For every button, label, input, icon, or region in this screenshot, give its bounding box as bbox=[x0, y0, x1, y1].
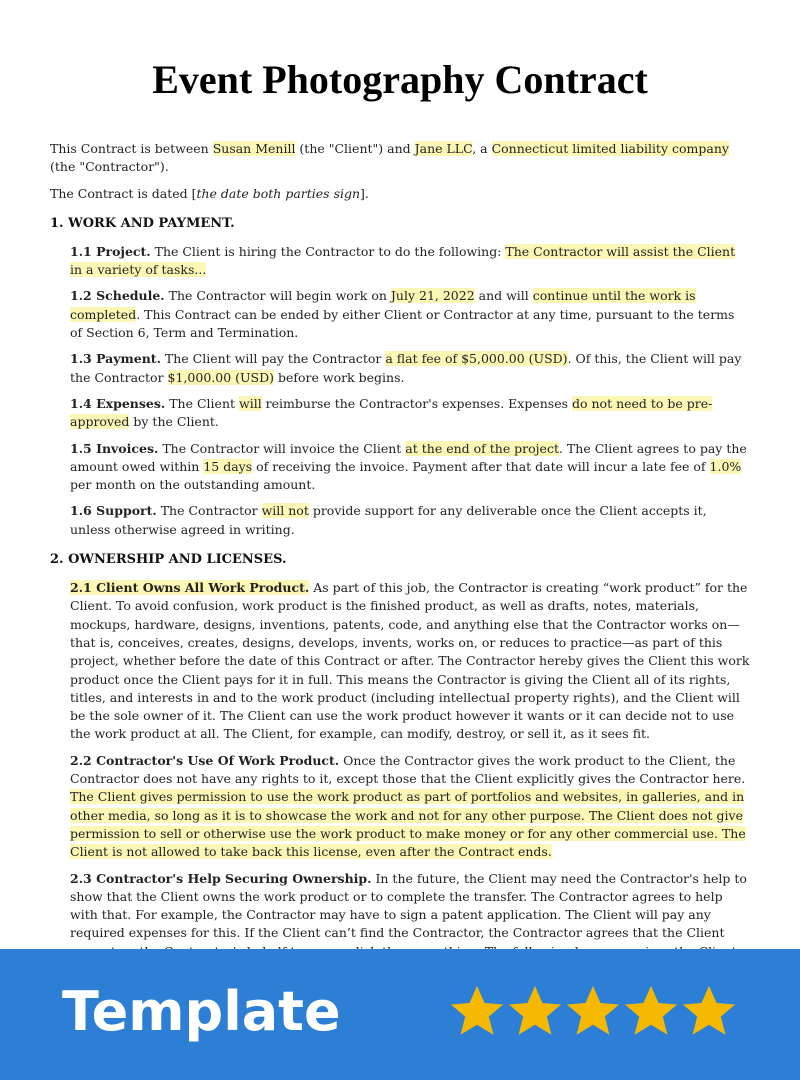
section-heading-work-payment: 1. WORK AND PAYMENT. bbox=[50, 215, 235, 231]
client-name: Susan Menill bbox=[212, 141, 296, 156]
star-rating bbox=[448, 983, 738, 1043]
template-banner bbox=[0, 949, 800, 1080]
clause-label: 1.4 Expenses. bbox=[70, 395, 166, 411]
star-icon bbox=[448, 983, 506, 1041]
contractor-name: Jane LLC bbox=[414, 141, 473, 156]
clause-2-1 bbox=[50, 579, 750, 744]
start-date: July 21, 2022 bbox=[390, 288, 475, 304]
text: . Of this, the Client will pay the Contractor bbox=[70, 351, 742, 385]
reimburse-choice: will bbox=[239, 395, 262, 411]
clause-1-6 bbox=[50, 502, 750, 539]
text: In the future, the Client may need the Contractor's help to show that the Client owns the work product or to complete the transfer. The Contractor agrees to help with that. For example, the Contractor may have to sign a patent application. The Client will pay any required expenses for this. If the Client can’t find the Contractor, the Contractor agrees that the Client bbox=[70, 870, 747, 941]
text: and will bbox=[474, 288, 533, 304]
text: of receiving the invoice. Payment after that date will incur a late fee of bbox=[252, 458, 710, 474]
clause-label: 1.1 Project. bbox=[70, 243, 151, 259]
clause-1-4 bbox=[50, 395, 750, 432]
text: The Contractor will begin work on bbox=[164, 288, 391, 304]
text: before work begins. bbox=[274, 369, 405, 385]
late-fee: 1.0% bbox=[709, 458, 742, 474]
clause-label: 2.1 Client Owns All Work Product. bbox=[70, 580, 310, 596]
upfront-amount: $1,000.00 (USD) bbox=[167, 369, 275, 385]
clause-label: 2.2 Contractor's Use Of Work Product. bbox=[70, 752, 340, 768]
text: The Contractor bbox=[156, 503, 262, 519]
section-heading-ownership: 2. OWNERSHIP AND LICENSES. bbox=[50, 552, 287, 568]
text: The Contract is dated [ bbox=[50, 185, 197, 201]
end-condition: continue until the work is completed bbox=[70, 288, 696, 322]
preapproval-choice: do not need to be pre-approved bbox=[70, 395, 713, 430]
clause-1-2 bbox=[50, 287, 750, 342]
text: The Client will pay the Contractor bbox=[160, 351, 386, 367]
star-icon bbox=[622, 983, 680, 1041]
text: per month on the outstanding amount. bbox=[70, 477, 316, 493]
date-placeholder: the date both parties sign bbox=[196, 185, 361, 201]
text: . The Client agrees to pay the amount owed within bbox=[70, 440, 747, 474]
text: ]. bbox=[360, 185, 369, 201]
text: (the "Client") and bbox=[295, 141, 415, 156]
text: Once the Contractor gives the work product to the Client, the Contractor does not have any rights to it, except those that the Client explicitly gives the Contractor here. bbox=[70, 752, 746, 787]
star-icon bbox=[680, 983, 738, 1041]
dated-paragraph bbox=[50, 185, 750, 203]
text: As part of this job, the Contractor is creating “work product” for the Client. To avoid confusion, work product is the finished product, as well as drafts, notes, materials, mockups, hardware, designs, inventions, patents, code, and anything else that the Contractor works on—that is, conceives, creates, designs, develops, invents, works on, or reduces to practice—as part of this project, whether before the date of this Contract or after. The Contractor hereby gives the Client this work product once the Client pays for it in full. This means the Contractor is giving the Client all of its rights, titles, and interests in and to the work product (including intellectual property rights), and the Client will be the sole owner of it. The Client can use the work product however it wants or it can decide not to use the work product at all. The Client, for example, can modify, destroy, or sell it, as it sees fit. bbox=[70, 580, 750, 742]
clause-label: 1.3 Payment. bbox=[70, 351, 161, 367]
template-label: Template bbox=[62, 980, 341, 1043]
clause-1-1 bbox=[50, 243, 750, 280]
clause-label: 1.2 Schedule. bbox=[70, 288, 165, 304]
text: reimburse the Contractor's expenses. Expenses bbox=[261, 395, 572, 411]
text: . This Contract can be ended by either Client or Contractor at any time, pursuant to the terms of Section 6, Term and Termination. bbox=[70, 306, 735, 341]
clause-1-5 bbox=[50, 440, 750, 495]
project-description: The Contractor will assist the Client in a variety of tasks... bbox=[70, 243, 736, 278]
invoice-timing: at the end of the project bbox=[405, 440, 559, 456]
support-choice: will not bbox=[261, 503, 309, 519]
license-terms: The Client gives permission to use the work product as part of portfolios and websites, in galleries, and in other media, so long as it is to showcase the work and not for any other purpose. The Client does not give permission to sell or otherwise use the work product to make money or for any other commercial use. The Client is not allowed to take back this license, even after the Contract ends. bbox=[70, 789, 746, 860]
fee-amount: a flat fee of $5,000.00 (USD) bbox=[385, 351, 568, 367]
text: The Client bbox=[165, 395, 239, 411]
clause-label: 1.5 Invoices. bbox=[70, 440, 159, 456]
star-icon bbox=[506, 983, 564, 1041]
contractor-entity: Connecticut limited liability company bbox=[491, 141, 729, 156]
text: by the Client. bbox=[129, 414, 219, 430]
payment-days: 15 days bbox=[203, 458, 253, 474]
text: provide support for any deliverable once the Client accepts it, unless otherwise agreed in writing. bbox=[70, 503, 707, 537]
text: , a bbox=[472, 141, 492, 156]
clause-label: 1.6 Support. bbox=[70, 503, 157, 519]
text: The Client is hiring the Contractor to do the following: bbox=[150, 243, 506, 259]
document-title: Event Photography Contract bbox=[152, 57, 648, 102]
text: The Contractor will invoice the Client bbox=[158, 440, 406, 456]
clause-2-2 bbox=[50, 752, 750, 862]
text: (the "Contractor"). bbox=[50, 159, 169, 175]
clause-1-3 bbox=[50, 350, 750, 387]
document-body bbox=[50, 140, 750, 987]
clause-label: 2.3 Contractor's Help Securing Ownership. bbox=[70, 870, 372, 886]
star-icon bbox=[564, 983, 622, 1041]
text: This Contract is between bbox=[50, 141, 213, 156]
intro-paragraph bbox=[50, 140, 750, 177]
